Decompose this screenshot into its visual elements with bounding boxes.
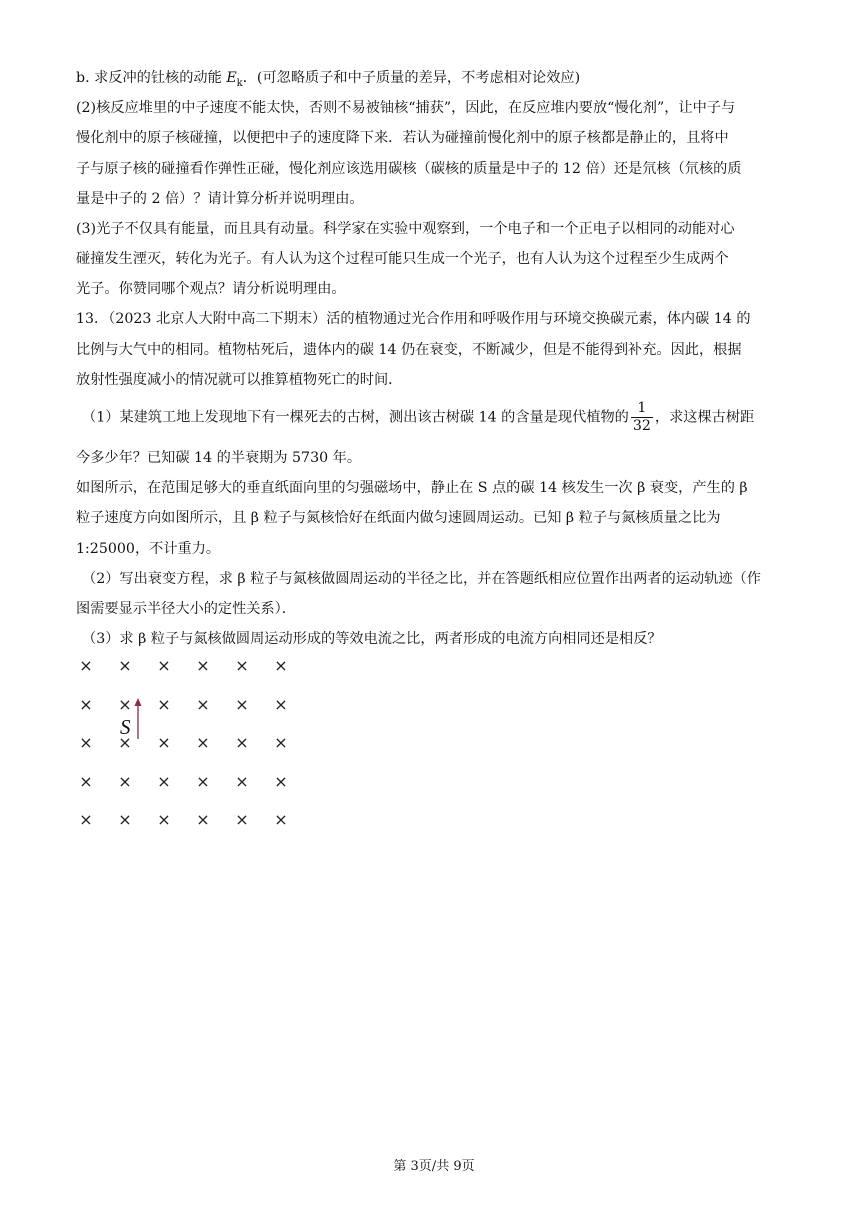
field-cross: × [79,695,93,714]
question-13-text: 13．（2023 北京人大附中高二下期末）活的植物通过光合作用和呼吸作用与环境交换碳元素，体内碳 14 的 [76,311,751,327]
text-line: 碰撞发生湮灭，转化为光子。有人认为这个过程可能只生成一个光子，也有人认为这个过程至少生成两个 [76,251,729,267]
line-text: b. 求反冲的钍核的动能 [76,70,227,86]
field-cross: × [118,733,132,752]
field-cross: × [196,695,210,714]
text-line: 量是中子的 2 倍）？请计算分析并说明理由。 [76,191,364,207]
field-cross: × [274,772,288,791]
field-cross: × [79,733,93,752]
field-cross: × [79,772,93,791]
text-line: 粒子速度方向如图所示，且 β 粒子与氮核恰好在纸面内做匀速圆周运动。已知 β 粒子与氮核质量之比为 [76,510,721,526]
page-footer: 第 3页/共 9页 [393,1159,475,1174]
fraction-numerator: 1 [631,400,653,418]
energy-subscript: k [236,77,243,89]
field-cross: × [157,656,171,675]
line-text: ．(可忽略质子和中子质量的差异，不考虑相对论效应) [242,70,581,86]
fraction [631,400,653,435]
energy-symbol: E [226,70,237,86]
field-cross: × [79,656,93,675]
text-line: (2)核反应堆里的中子速度不能太快，否则不易被铀核“捕获”，因此，在反应堆内要放“慢化剂”，让中子与 [76,100,736,116]
field-cross: × [157,772,171,791]
field-cross: × [196,656,210,675]
text-line: 1:25000，不计重力。 [76,541,221,557]
velocity-arrow [131,697,145,741]
field-cross: × [118,772,132,791]
field-cross: × [274,656,288,675]
line-text: ，求这棵古树距 [654,409,755,426]
field-cross: × [274,733,288,752]
field-cross: × [118,695,132,714]
text-line: 今多少年？已知碳 14 的半衰期为 5730 年。 [76,450,362,466]
field-cross: × [118,810,132,829]
text-line: 慢化剂中的原子核碰撞，以便把中子的速度降下来．若认为碰撞前慢化剂中的原子核都是静止的，且将中 [76,130,729,146]
text-line: 如图所示，在范围足够大的垂直纸面向里的匀强磁场中，静止在 S 点的碳 14 核发生一次 β 衰变，产生的 β [76,480,748,496]
text-line: 比例与大气中的相同。植物枯死后，遗体内的碳 14 仍在衰变，不断减少，但是不能得到补充。因此，根据 [76,342,742,358]
field-cross: × [196,772,210,791]
field-cross: × [196,810,210,829]
field-cross: × [157,695,171,714]
field-cross: × [235,810,249,829]
field-cross: × [235,695,249,714]
text-line [82,400,754,435]
text-line [76,68,580,94]
field-cross: × [118,656,132,675]
text-line: 图需要显示半径大小的定性关系）． [76,601,296,617]
line-text: （1）某建筑工地上发现地下有一棵死去的古树，测出该古树碳 14 的含量是现代植物的 [82,409,629,426]
field-cross: × [157,733,171,752]
field-cross: × [196,733,210,752]
field-cross: × [235,733,249,752]
text-line: （2）写出衰变方程，求 β 粒子与氮核做圆周运动的半径之比，并在答题纸相应位置作出两者的运动轨迹（作 [82,571,761,587]
field-cross: × [79,810,93,829]
field-cross: × [274,695,288,714]
field-cross: × [235,772,249,791]
text-line: （3）求 β 粒子与氮核做圆周运动形成的等效电流之比，两者形成的电流方向相同还是相反？ [82,631,662,647]
field-cross: × [274,810,288,829]
field-cross: × [235,656,249,675]
text-line: 子与原子核的碰撞看作弹性正碰，慢化剂应该选用碳核（碳核的质量是中子的 12 倍）还是氘核（氘核的质 [76,161,742,177]
field-cross: × [157,810,171,829]
text-line: (3)光子不仅具有能量，而且具有动量。科学家在实验中观察到，一个电子和一个正电子以相同的动能对心 [76,221,735,237]
point-s-label: S [120,715,131,739]
fraction-denominator: 32 [632,418,651,434]
text-line: 放射性强度减小的情况就可以推算植物死亡的时间． [76,372,403,388]
text-line: 光子。你赞同哪个观点？请分析说明理由。 [76,281,346,297]
